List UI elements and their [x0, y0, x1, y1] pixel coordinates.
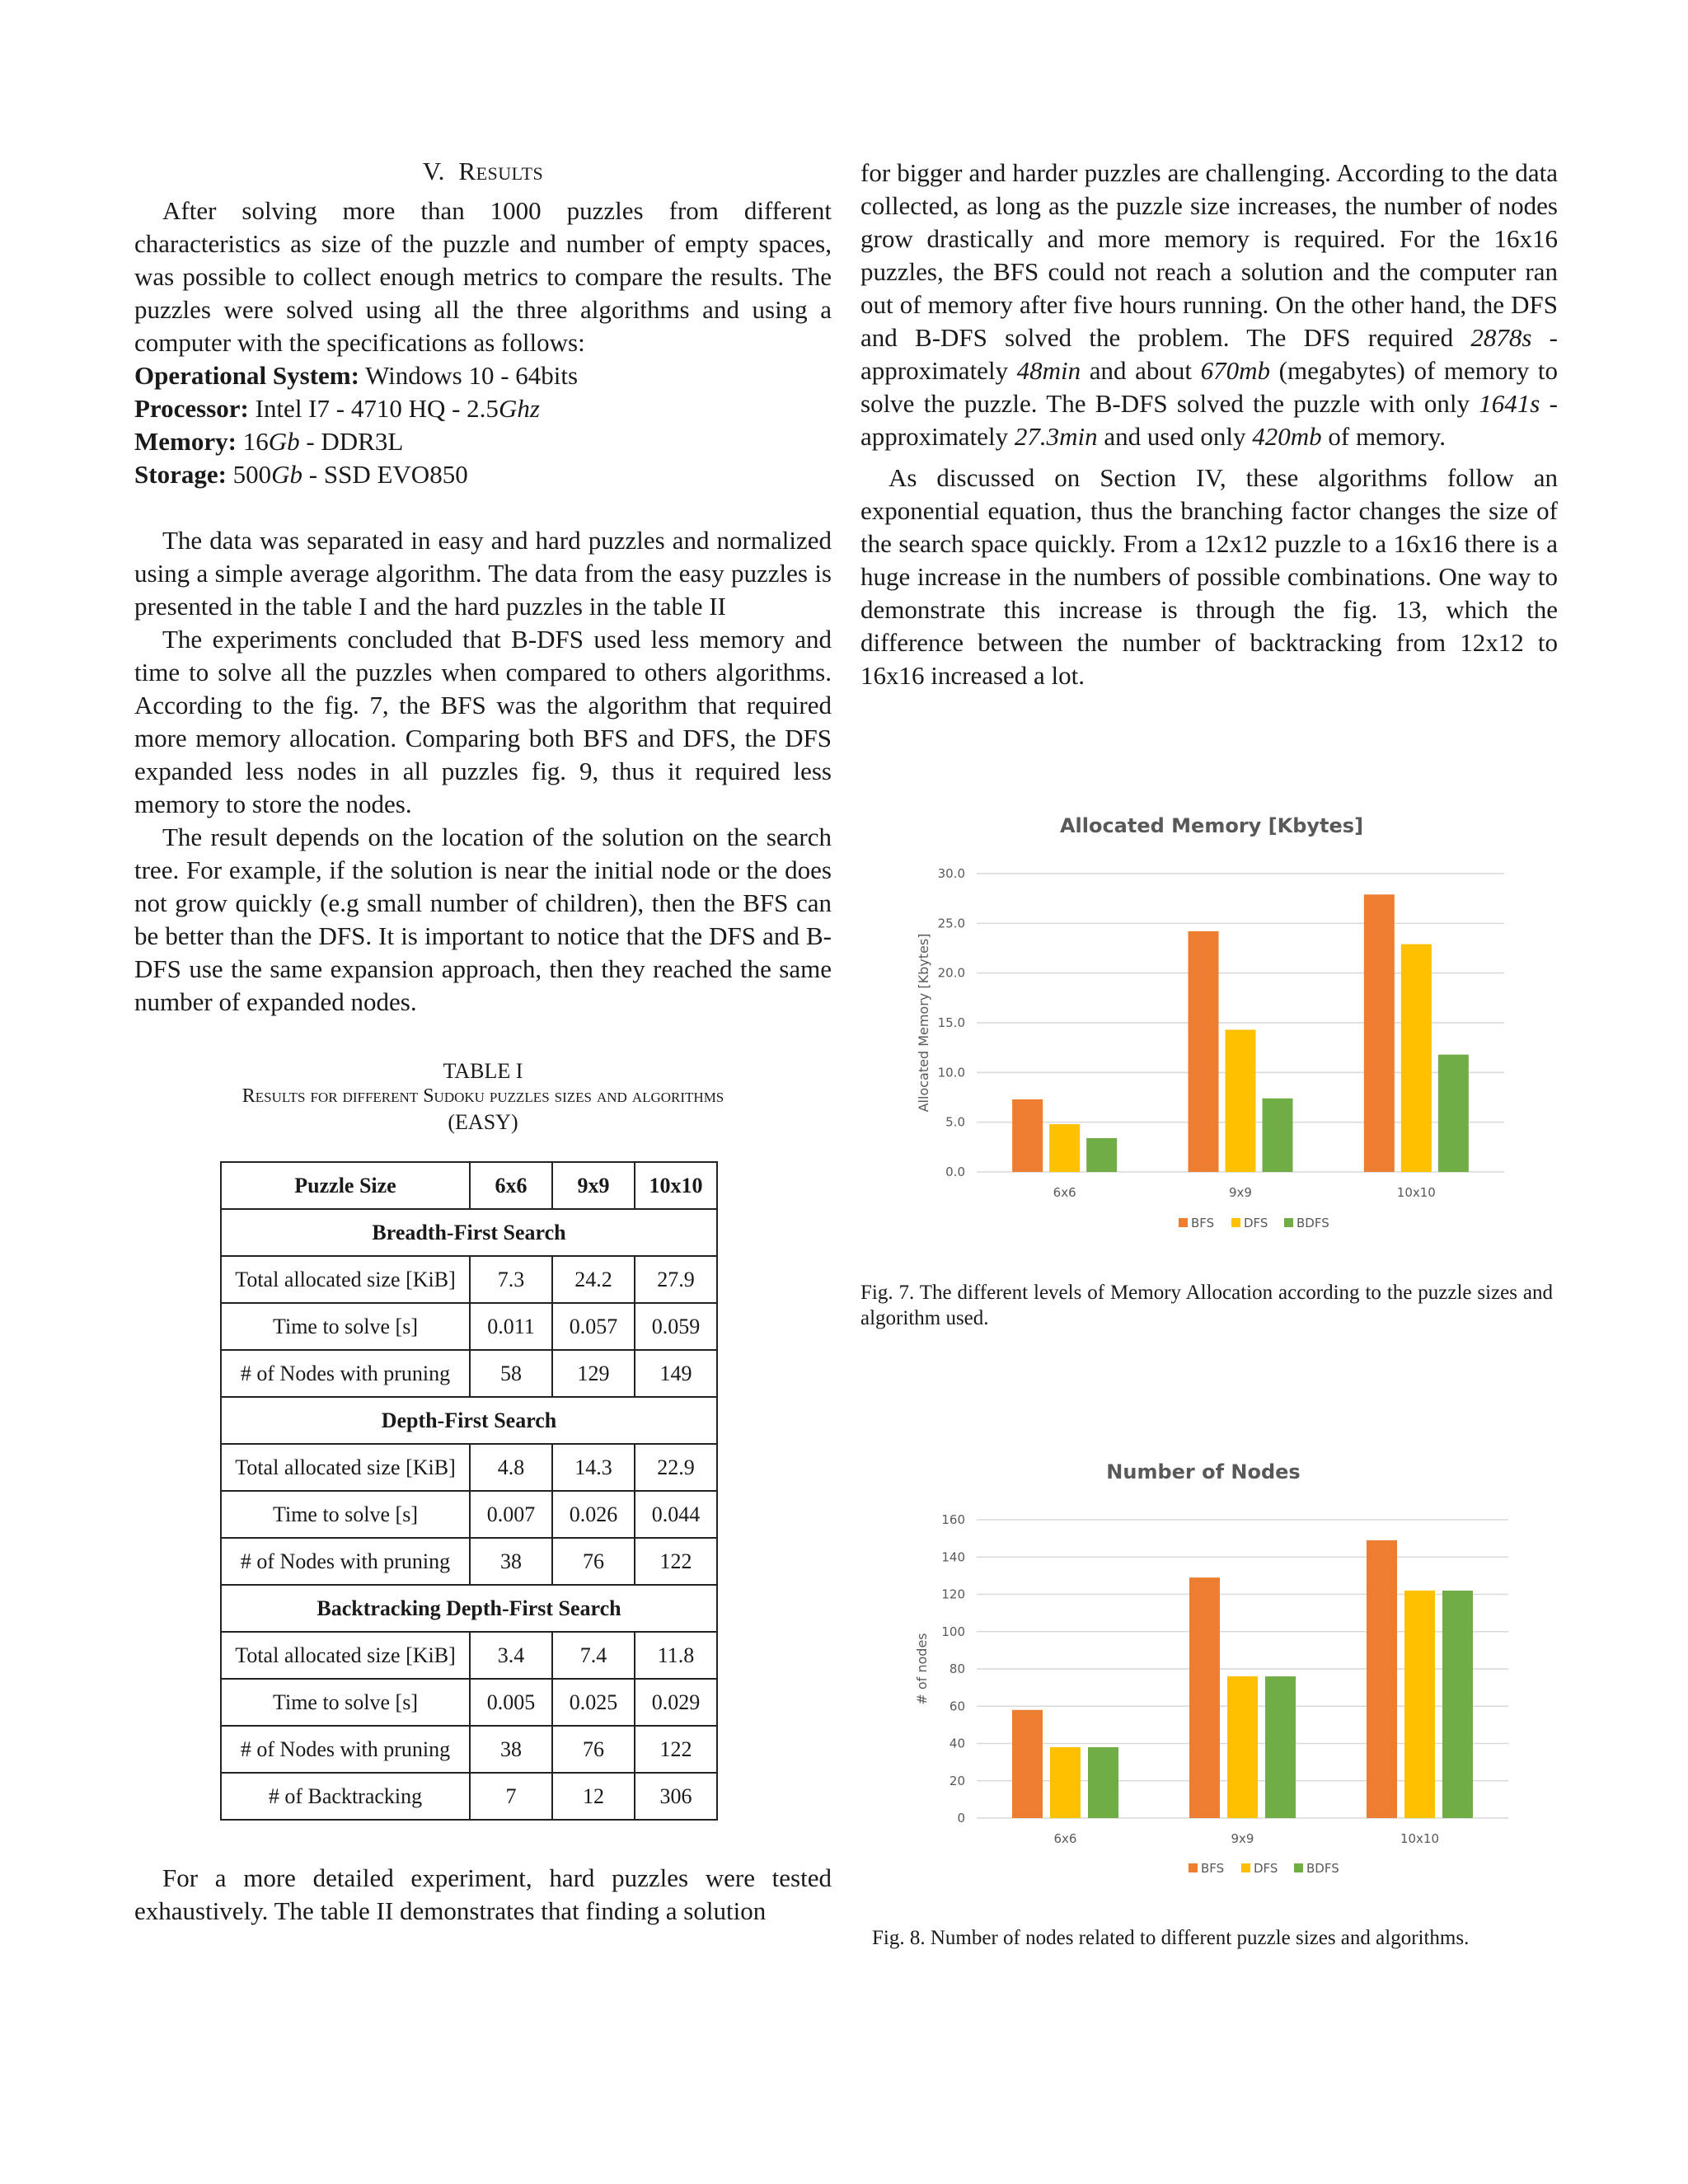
y-tick-label: 160: [941, 1512, 965, 1527]
math-value: 2878s: [1470, 323, 1532, 352]
spec-cpu: [134, 392, 832, 425]
y-tick-label: 20: [949, 1773, 965, 1788]
table-cell: Time to solve [s]: [221, 1303, 470, 1350]
y-tick-label: 10.0: [937, 1065, 965, 1080]
chart-title: Allocated Memory [Kbytes]: [1059, 814, 1364, 837]
table-cell: 0.005: [470, 1679, 552, 1726]
spec-os: [134, 359, 832, 392]
bar-bdfs-9x9: [1265, 1676, 1296, 1818]
table-cell: 0.026: [552, 1491, 635, 1538]
bar-bfs-10x10: [1367, 1540, 1397, 1818]
legend-swatch-dfs: [1231, 1218, 1240, 1227]
spec-list: [134, 359, 832, 491]
table-row: [221, 1773, 717, 1820]
spec-storage-amount: 500: [232, 460, 272, 489]
table-section-dfs: Depth-First Search: [221, 1397, 717, 1444]
spec-memory-unit: Gb: [268, 427, 300, 456]
bar-bfs-9x9: [1189, 1577, 1220, 1818]
table-cell: 76: [552, 1726, 635, 1773]
math-value: 48min: [1016, 356, 1081, 385]
table-cell: 7.3: [470, 1256, 552, 1303]
paragraph-hard-puzzles: For a more detailed experiment, hard puzzles were tested exhaustively. The table II demonstrates that finding a solution: [134, 1863, 832, 1925]
table-header: 9x9: [552, 1162, 635, 1209]
table-cell: 0.007: [470, 1491, 552, 1538]
table-row: [221, 1350, 717, 1397]
legend-swatch-bdfs: [1284, 1218, 1293, 1227]
y-tick-label: 30.0: [937, 866, 965, 881]
y-tick-label: 0: [957, 1811, 965, 1825]
figure-nodes-chart: [898, 1441, 1533, 1902]
y-tick-label: 5.0: [945, 1114, 965, 1130]
y-axis-label: # of nodes: [914, 1633, 930, 1705]
spec-storage-label: Storage:: [134, 460, 227, 489]
bar-bdfs-6x6: [1088, 1747, 1118, 1818]
right-column: [860, 157, 1558, 692]
table-cell: 4.8: [470, 1444, 552, 1491]
memory-chart: [898, 795, 1533, 1249]
legend-label: BDFS: [1306, 1861, 1339, 1876]
table-row: [221, 1256, 717, 1303]
bar-bdfs-9x9: [1263, 1099, 1293, 1172]
text-run: and used only: [1097, 422, 1253, 451]
table-cell: 38: [470, 1538, 552, 1585]
x-tick-label: 6x6: [1053, 1831, 1077, 1846]
paragraph-exponential: As discussed on Section IV, these algorithms follow an exponential equation, thus the branching factor changes the size of the search space quickly. From a 12x12 puzzle to a 16x16 there is a huge increase in the numbers of possible combinations. One way to demonstrate this increase is through the fig. 13, which the difference between the number of backtracking from 12x12 to 16x16 increased a lot.: [860, 463, 1558, 690]
y-tick-label: 0.0: [945, 1165, 965, 1179]
x-tick-label: 9x9: [1231, 1831, 1254, 1846]
nodes-chart: [898, 1441, 1533, 1902]
math-value: 1641s: [1479, 389, 1540, 418]
bar-bfs-6x6: [1012, 1710, 1043, 1818]
section-numeral: V.: [422, 157, 445, 185]
text-run: and about: [1081, 356, 1201, 385]
spec-storage-type: - SSD EVO850: [302, 460, 468, 489]
table-cell: 38: [470, 1726, 552, 1773]
text-run: for bigger and harder puzzles are challenging. According to the data collected, as long as the puzzle size increases, the number of nodes grow drastically and more memory is required. For the 16x16 puzzles, the BFS could not reach a solution and the computer ran out of memory after five hours running. On the other hand, the DFS and B-DFS solved the problem. The DFS required: [860, 158, 1558, 352]
table-caption-subtitle: (EASY): [448, 1110, 518, 1134]
table-caption-number: TABLE I: [443, 1059, 523, 1083]
text-run: - approximately: [860, 323, 1559, 385]
x-tick-label: 10x10: [1396, 1185, 1436, 1200]
table-section-row: [221, 1209, 717, 1256]
table-cell: # of Nodes with pruning: [221, 1538, 470, 1585]
y-axis-label: Allocated Memory [Kbytes]: [916, 933, 931, 1113]
figure-memory-chart: [898, 795, 1533, 1249]
y-tick-label: 60: [949, 1699, 965, 1714]
y-tick-label: 15.0: [937, 1015, 965, 1030]
text-run: (megabytes) of memory to solve the puzzle. The B-DFS solved the puzzle with only: [860, 356, 1558, 418]
table-row: [221, 1538, 717, 1585]
table-cell: Total allocated size [KiB]: [221, 1256, 470, 1303]
bar-dfs-10x10: [1401, 944, 1432, 1172]
spec-cpu-value: Intel I7 - 4710 HQ - 2.5: [255, 394, 499, 423]
legend-swatch-bfs: [1179, 1218, 1188, 1227]
y-tick-label: 80: [949, 1661, 965, 1676]
bar-bdfs-10x10: [1438, 1055, 1469, 1172]
bar-dfs-6x6: [1050, 1747, 1081, 1818]
table-cell: 0.057: [552, 1303, 635, 1350]
table-cell: 0.044: [635, 1491, 717, 1538]
table-section-bfs: Breadth-First Search: [221, 1209, 717, 1256]
bar-bfs-6x6: [1012, 1099, 1043, 1172]
section-title: Results: [458, 157, 544, 185]
table-cell: 3.4: [470, 1632, 552, 1679]
table-row: [221, 1632, 717, 1679]
math-value: 420mb: [1252, 422, 1322, 451]
table-cell: 14.3: [552, 1444, 635, 1491]
table-cell: 76: [552, 1538, 635, 1585]
results-table: [220, 1161, 718, 1821]
bar-bdfs-10x10: [1442, 1591, 1473, 1818]
legend-swatch-bfs: [1189, 1863, 1198, 1872]
table-cell: 24.2: [552, 1256, 635, 1303]
table-cell: 0.059: [635, 1303, 717, 1350]
table-cell: Time to solve [s]: [221, 1491, 470, 1538]
table-cell: # of Backtracking: [221, 1773, 470, 1820]
table-cell: 149: [635, 1350, 717, 1397]
spec-os-label: Operational System:: [134, 361, 359, 390]
table-header: Puzzle Size: [221, 1162, 470, 1209]
table-row: [221, 1726, 717, 1773]
y-tick-label: 100: [941, 1624, 965, 1639]
bar-bdfs-6x6: [1086, 1138, 1117, 1172]
bar-dfs-9x9: [1226, 1029, 1256, 1172]
paragraph-data-separation: The data was separated in easy and hard puzzles and normalized using a simple average algorithm. The data from the easy puzzles is presented in the table I and the hard puzzles in the table II: [134, 526, 832, 621]
y-tick-label: 140: [941, 1549, 965, 1565]
legend-label: BFS: [1201, 1861, 1225, 1876]
bar-dfs-10x10: [1404, 1591, 1435, 1818]
table-row: [221, 1303, 717, 1350]
spec-memory: [134, 425, 832, 458]
table-cell: Total allocated size [KiB]: [221, 1632, 470, 1679]
table-cell: 122: [635, 1538, 717, 1585]
spec-storage: [134, 458, 832, 491]
table-header: 10x10: [635, 1162, 717, 1209]
table-cell: 27.9: [635, 1256, 717, 1303]
table-header: 6x6: [470, 1162, 552, 1209]
table-cell: Time to solve [s]: [221, 1679, 470, 1726]
table-section-row: [221, 1585, 717, 1632]
table-cell: 306: [635, 1773, 717, 1820]
y-tick-label: 120: [941, 1586, 965, 1602]
table-cell: 0.025: [552, 1679, 635, 1726]
x-tick-label: 9x9: [1229, 1185, 1252, 1200]
text-run: of memory.: [1321, 422, 1447, 451]
table-cell: Total allocated size [KiB]: [221, 1444, 470, 1491]
table-section-bdfs: Backtracking Depth-First Search: [221, 1585, 717, 1632]
paragraph-intro: After solving more than 1000 puzzles from different characteristics as size of the puzzle and number of empty spaces, was possible to collect enough metrics to compare the results. The puzzles were solved using all the three algorithms and using a computer with the specifications as follows:: [134, 196, 832, 357]
table-caption: [134, 1058, 832, 1135]
spec-cpu-unit: Ghz: [498, 394, 540, 423]
paragraph-hard-results: [860, 157, 1558, 453]
table-cell: 11.8: [635, 1632, 717, 1679]
table-cell: 122: [635, 1726, 717, 1773]
table-cell: 7: [470, 1773, 552, 1820]
y-tick-label: 40: [949, 1736, 965, 1751]
y-tick-label: 25.0: [937, 916, 965, 931]
chart-title: Number of Nodes: [1106, 1460, 1301, 1483]
left-column: [134, 155, 832, 1928]
table-section-row: [221, 1397, 717, 1444]
spec-cpu-label: Processor:: [134, 394, 249, 423]
math-value: 670mb: [1200, 356, 1271, 385]
bar-bfs-10x10: [1364, 894, 1395, 1172]
figure-8-caption: Fig. 8. Number of nodes related to different puzzle sizes and algorithms.: [872, 1927, 1470, 1949]
table-caption-title: Results for different Sudoku puzzles sizes and algorithms: [241, 1085, 724, 1107]
table-cell: # of Nodes with pruning: [221, 1350, 470, 1397]
spec-storage-unit: Gb: [271, 460, 303, 489]
legend-label: BFS: [1191, 1216, 1215, 1230]
y-tick-label: 20.0: [937, 965, 965, 981]
math-value: 27.3min: [1014, 422, 1098, 451]
text-run: - approximately: [860, 389, 1558, 451]
bar-dfs-9x9: [1227, 1676, 1258, 1818]
table-row: [221, 1679, 717, 1726]
legend-swatch-dfs: [1241, 1863, 1250, 1872]
table-row: [221, 1491, 717, 1538]
spec-os-value: Windows 10 - 64bits: [365, 361, 579, 390]
section-heading: [134, 155, 832, 188]
paragraph-solution-location: The result depends on the location of the solution on the search tree. For example, if the solution is near the initial node or the does not grow quickly (e.g small number of children), then the BFS can be better than the DFS. It is important to notice that the DFS and B-DFS use the same expansion approach, then they reached the same number of expanded nodes.: [134, 823, 832, 1016]
table-cell: 0.011: [470, 1303, 552, 1350]
table-cell: 7.4: [552, 1632, 635, 1679]
bar-bfs-9x9: [1189, 931, 1219, 1172]
table-cell: 129: [552, 1350, 635, 1397]
x-tick-label: 10x10: [1400, 1831, 1440, 1846]
paragraph-experiments: The experiments concluded that B-DFS used less memory and time to solve all the puzzles when compared to others algorithms. According to the fig. 7, the BFS was the algorithm that required more memory allocation. Comparing both BFS and DFS, the DFS expanded less nodes in all puzzles fig. 9, thus it required less memory to store the nodes.: [134, 625, 832, 818]
table-cell: # of Nodes with pruning: [221, 1726, 470, 1773]
spec-memory-label: Memory:: [134, 427, 237, 456]
legend-swatch-bdfs: [1294, 1863, 1303, 1872]
legend-label: DFS: [1244, 1216, 1268, 1230]
table-cell: 58: [470, 1350, 552, 1397]
spec-memory-amount: 16: [242, 427, 269, 456]
table-row: [221, 1444, 717, 1491]
bar-dfs-6x6: [1049, 1124, 1080, 1172]
legend-label: BDFS: [1296, 1216, 1329, 1230]
x-tick-label: 6x6: [1053, 1185, 1076, 1200]
table-header-row: [221, 1162, 717, 1209]
table-cell: 22.9: [635, 1444, 717, 1491]
spec-memory-type: - DDR3L: [299, 427, 404, 456]
table-cell: 0.029: [635, 1679, 717, 1726]
table-cell: 12: [552, 1773, 635, 1820]
legend-label: DFS: [1254, 1861, 1278, 1876]
figure-7-caption: Fig. 7. The different levels of Memory Allocation according to the puzzle sizes and algorithm used.: [860, 1282, 1553, 1329]
